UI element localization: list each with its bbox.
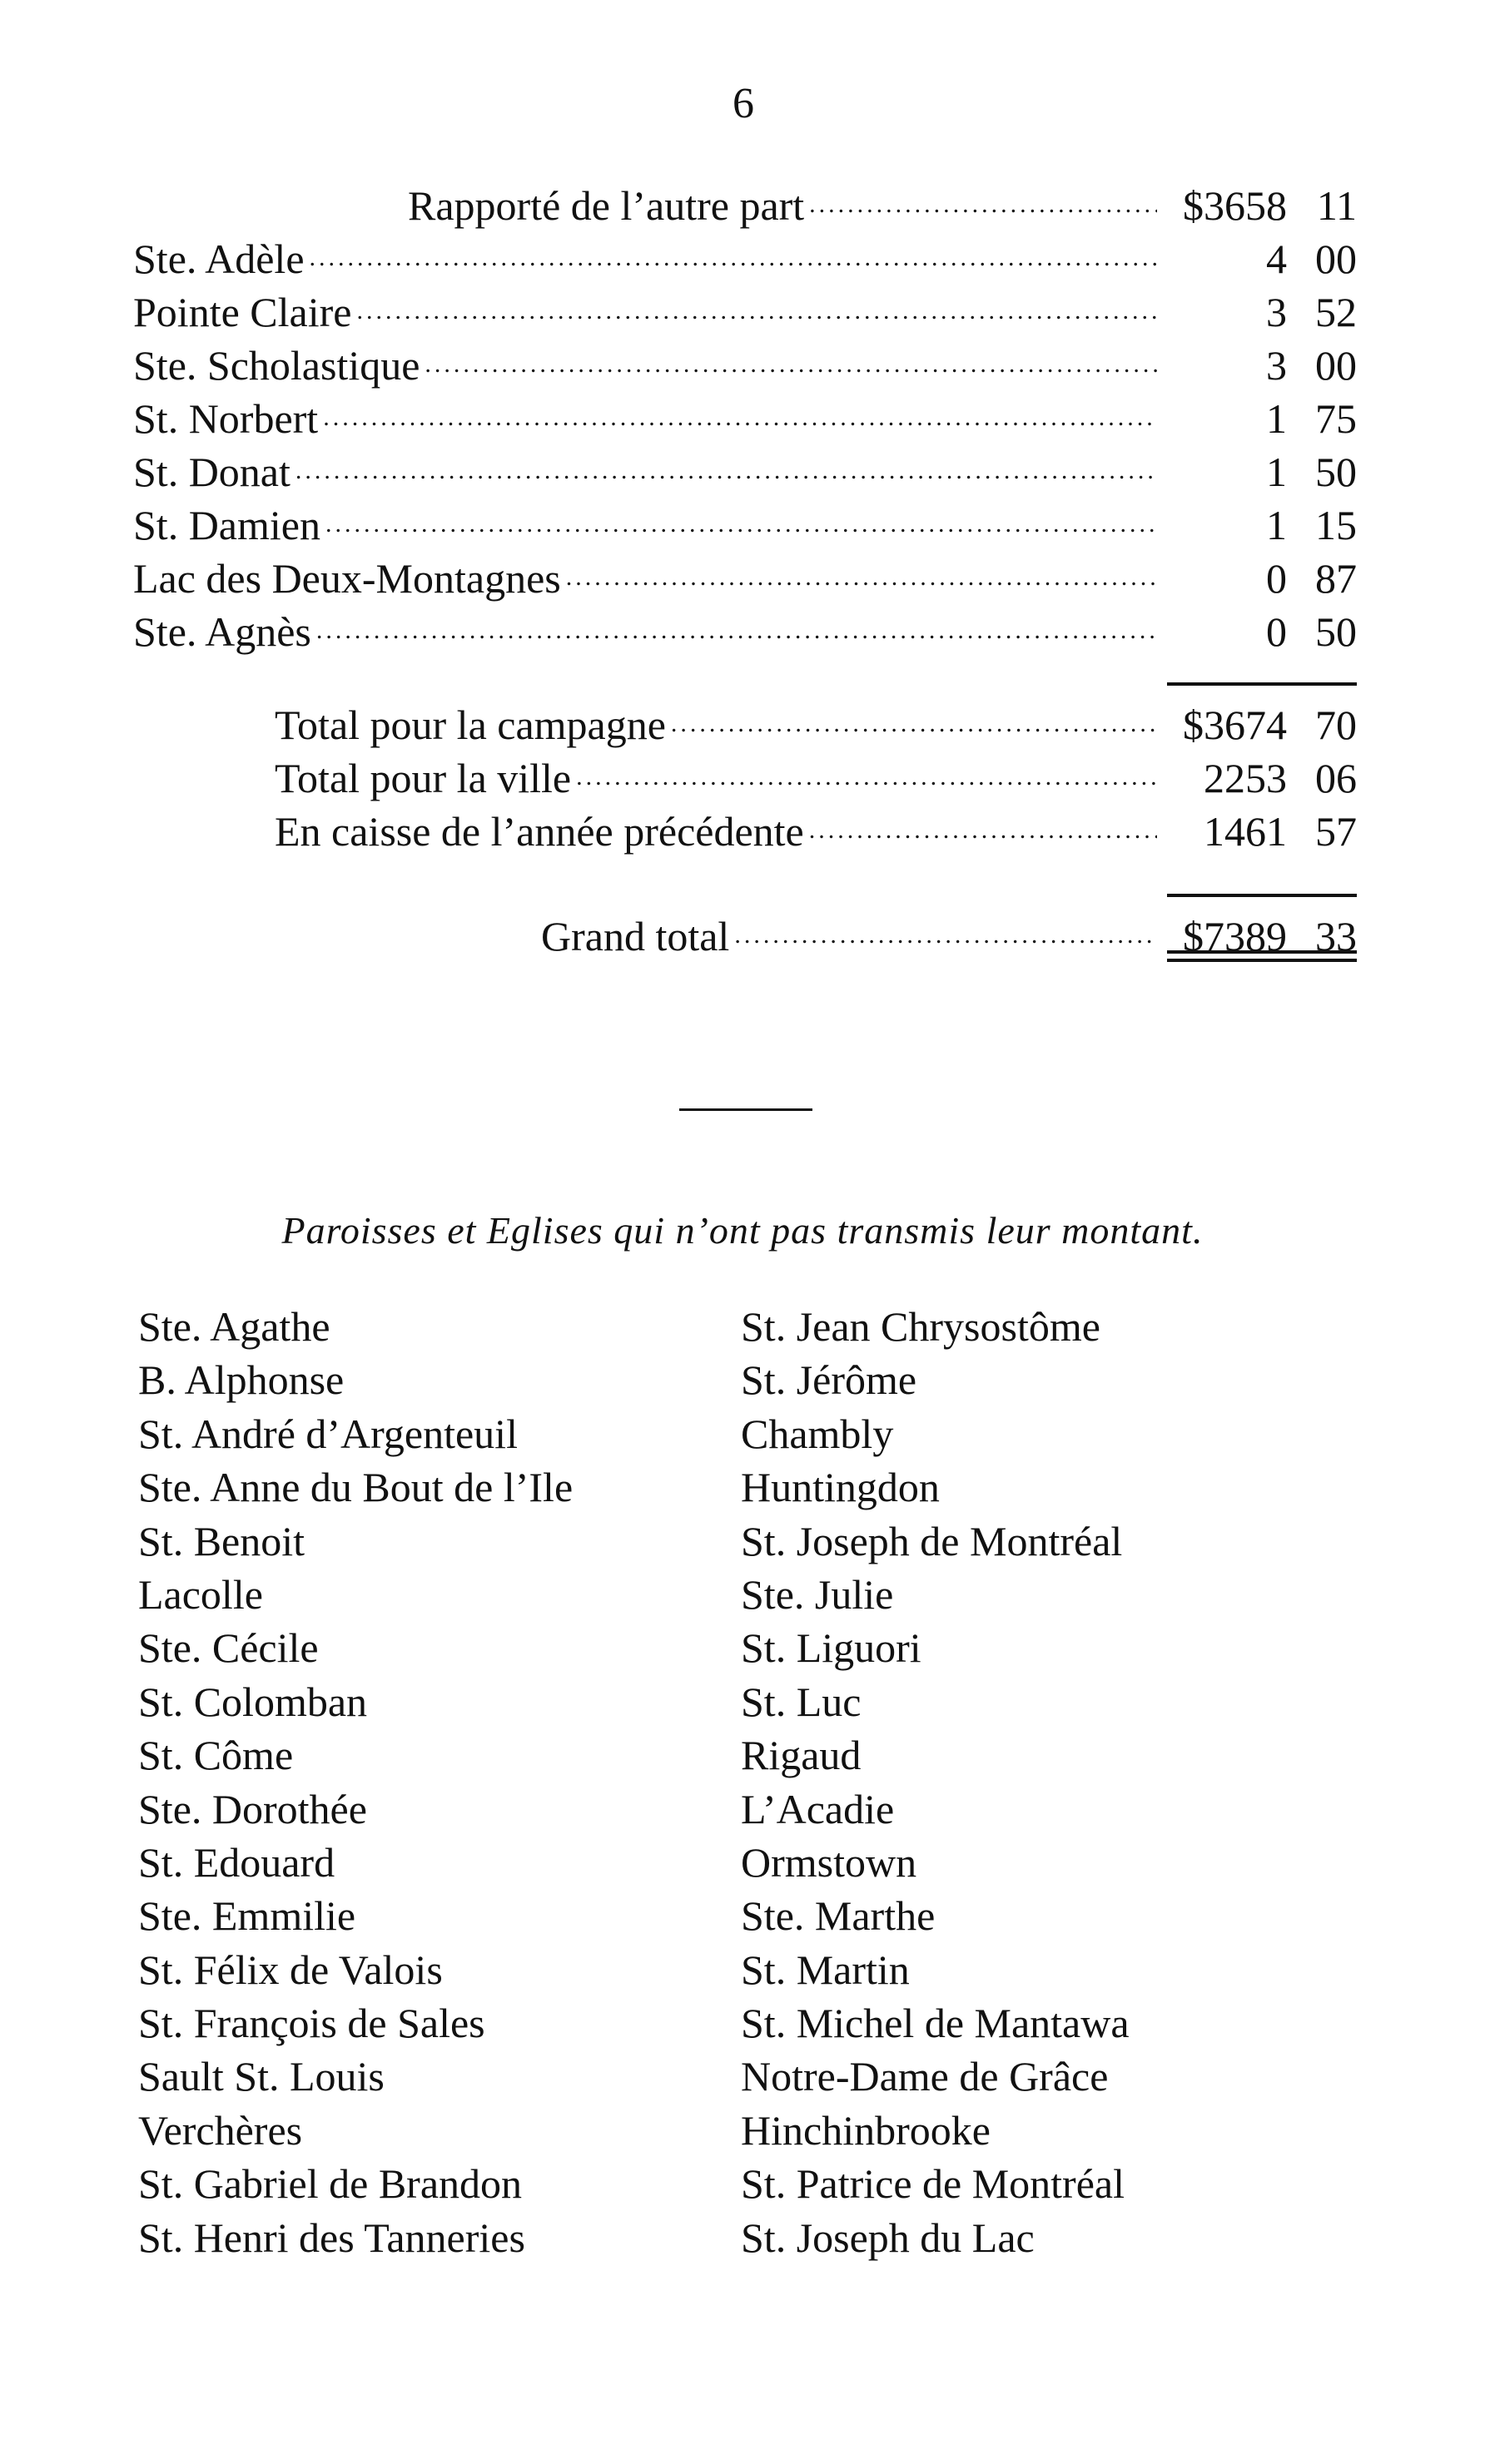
- row-dollars: $3674: [1183, 702, 1287, 748]
- row-cents: 52: [1315, 289, 1357, 335]
- list-item: St. François de Sales: [138, 2000, 485, 2047]
- list-item: St. Martin: [741, 1946, 910, 1993]
- list-item: Ste. Emmilie: [138, 1892, 356, 1940]
- list-item: Ste. Anne du Bout de l’Ile: [138, 1464, 574, 1511]
- leader-dots: [809, 792, 1157, 845]
- row-cents: 00: [1315, 342, 1357, 389]
- leader-dots: [296, 433, 1157, 486]
- list-item: St. Côme: [138, 1732, 294, 1779]
- list-item: Ormstown: [741, 1838, 917, 1886]
- row-dollars: 1: [1266, 502, 1287, 548]
- leader-dots: [566, 539, 1157, 592]
- list-item: Ste. Marthe: [741, 1892, 936, 1940]
- list-item: St. Gabriel de Brandon: [138, 2160, 523, 2208]
- row-cents: 00: [1315, 235, 1357, 282]
- leader-dots: [310, 220, 1157, 273]
- row-dollars: 3: [1266, 289, 1287, 335]
- row-dollars: $3658: [1183, 182, 1287, 229]
- leader-dots: [425, 326, 1157, 379]
- list-item: St. Joseph de Montréal: [741, 1517, 1123, 1564]
- row-cents: 11: [1316, 182, 1357, 229]
- leader-dots: [356, 273, 1157, 326]
- row-dollars: 3: [1266, 342, 1287, 389]
- row-cents: 33: [1315, 913, 1357, 959]
- row-label: Ste. Scholastique: [133, 342, 420, 389]
- leader-dots: [809, 166, 1157, 220]
- row-dollars: 1: [1266, 395, 1287, 442]
- list-item: St. Henri des Tanneries: [138, 2214, 525, 2261]
- list-item: B. Alphonse: [138, 1356, 345, 1404]
- list-item: St. Liguori: [741, 1624, 921, 1672]
- row-label: Ste. Adèle: [133, 235, 305, 282]
- row-dollars: 4: [1266, 235, 1287, 282]
- row-dollars: $7389: [1183, 913, 1287, 959]
- row-label: Rapporté de l’autre part: [408, 182, 805, 229]
- row-label: En caisse de l’année précédente: [275, 808, 804, 855]
- row-cents: 87: [1315, 555, 1357, 602]
- leader-dots: [734, 897, 1157, 950]
- row-cents: 50: [1315, 608, 1357, 655]
- row-dollars: 2253: [1204, 755, 1287, 801]
- list-item: St. Félix de Valois: [138, 1946, 443, 1993]
- list-item: St. Colomban: [138, 1678, 368, 1725]
- row-cents: 15: [1315, 502, 1357, 548]
- list-item: Verchères: [138, 2106, 303, 2154]
- row-label: St. Damien: [133, 502, 320, 548]
- list-item: Chambly: [741, 1410, 894, 1457]
- parish-list: [138, 1300, 1304, 2264]
- row-label: Total pour la ville: [275, 755, 572, 801]
- page-number: 6: [733, 80, 754, 127]
- row-label: Ste. Agnès: [133, 608, 311, 655]
- leader-dots: [325, 486, 1157, 539]
- grand-total-row: [133, 897, 1357, 959]
- leader-dots: [316, 592, 1157, 646]
- list-item: Ste. Cécile: [138, 1624, 319, 1672]
- row-cents: 06: [1315, 755, 1357, 801]
- row-cents: 57: [1315, 808, 1357, 855]
- row-label: St. Donat: [133, 449, 291, 495]
- list-item: St. Edouard: [138, 1838, 335, 1886]
- list-item: Sault St. Louis: [138, 2053, 385, 2100]
- list-item: St. Jérôme: [741, 1356, 917, 1404]
- list-item: St. Michel de Mantawa: [741, 2000, 1130, 2047]
- list-item: Lacolle: [138, 1570, 263, 1618]
- row-label: Grand total: [541, 913, 730, 959]
- parish-column-left: [138, 1300, 741, 2264]
- row-label: Total pour la campagne: [275, 702, 666, 748]
- list-item: L’Acadie: [741, 1785, 895, 1832]
- row-dollars: 0: [1266, 608, 1287, 655]
- brought-forward-row: [133, 166, 1357, 229]
- section-title: Paroisses et Eglises qui n’ont pas transmis leur montant.: [281, 1209, 1204, 1252]
- row-dollars: 0: [1266, 555, 1287, 602]
- section-divider: [679, 1108, 812, 1111]
- list-item: St. Luc: [741, 1678, 862, 1725]
- row-dollars: 1: [1266, 449, 1287, 495]
- row-cents: 75: [1315, 395, 1357, 442]
- row-cents: 70: [1315, 702, 1357, 748]
- list-item: Ste. Agathe: [138, 1303, 330, 1350]
- list-item: St. Jean Chrysostôme: [741, 1303, 1100, 1350]
- list-item: Ste. Dorothée: [138, 1785, 367, 1832]
- list-item: St. Benoit: [138, 1517, 305, 1564]
- leader-dots: [323, 379, 1157, 433]
- leader-dots: [671, 686, 1157, 739]
- list-item: Notre-Dame de Grâce: [741, 2053, 1109, 2100]
- list-item: Huntingdon: [741, 1464, 940, 1511]
- ledger-table: [133, 166, 1357, 962]
- list-item: St. Joseph du Lac: [741, 2214, 1035, 2261]
- leader-dots: [576, 739, 1157, 792]
- list-item: St. André d’Argenteuil: [138, 1410, 518, 1457]
- row-label: Lac des Deux-Montagnes: [133, 555, 561, 602]
- row-dollars: 1461: [1204, 808, 1287, 855]
- list-item: Rigaud: [741, 1732, 862, 1779]
- row-label: St. Norbert: [133, 395, 319, 442]
- total-row: [133, 686, 1357, 748]
- row-cents: 50: [1315, 449, 1357, 495]
- list-item: St. Patrice de Montréal: [741, 2160, 1125, 2208]
- list-item: Ste. Julie: [741, 1570, 894, 1618]
- row-label: Pointe Claire: [133, 289, 352, 335]
- parish-column-right: [741, 1300, 1274, 2264]
- list-item: Hinchinbrooke: [741, 2106, 991, 2154]
